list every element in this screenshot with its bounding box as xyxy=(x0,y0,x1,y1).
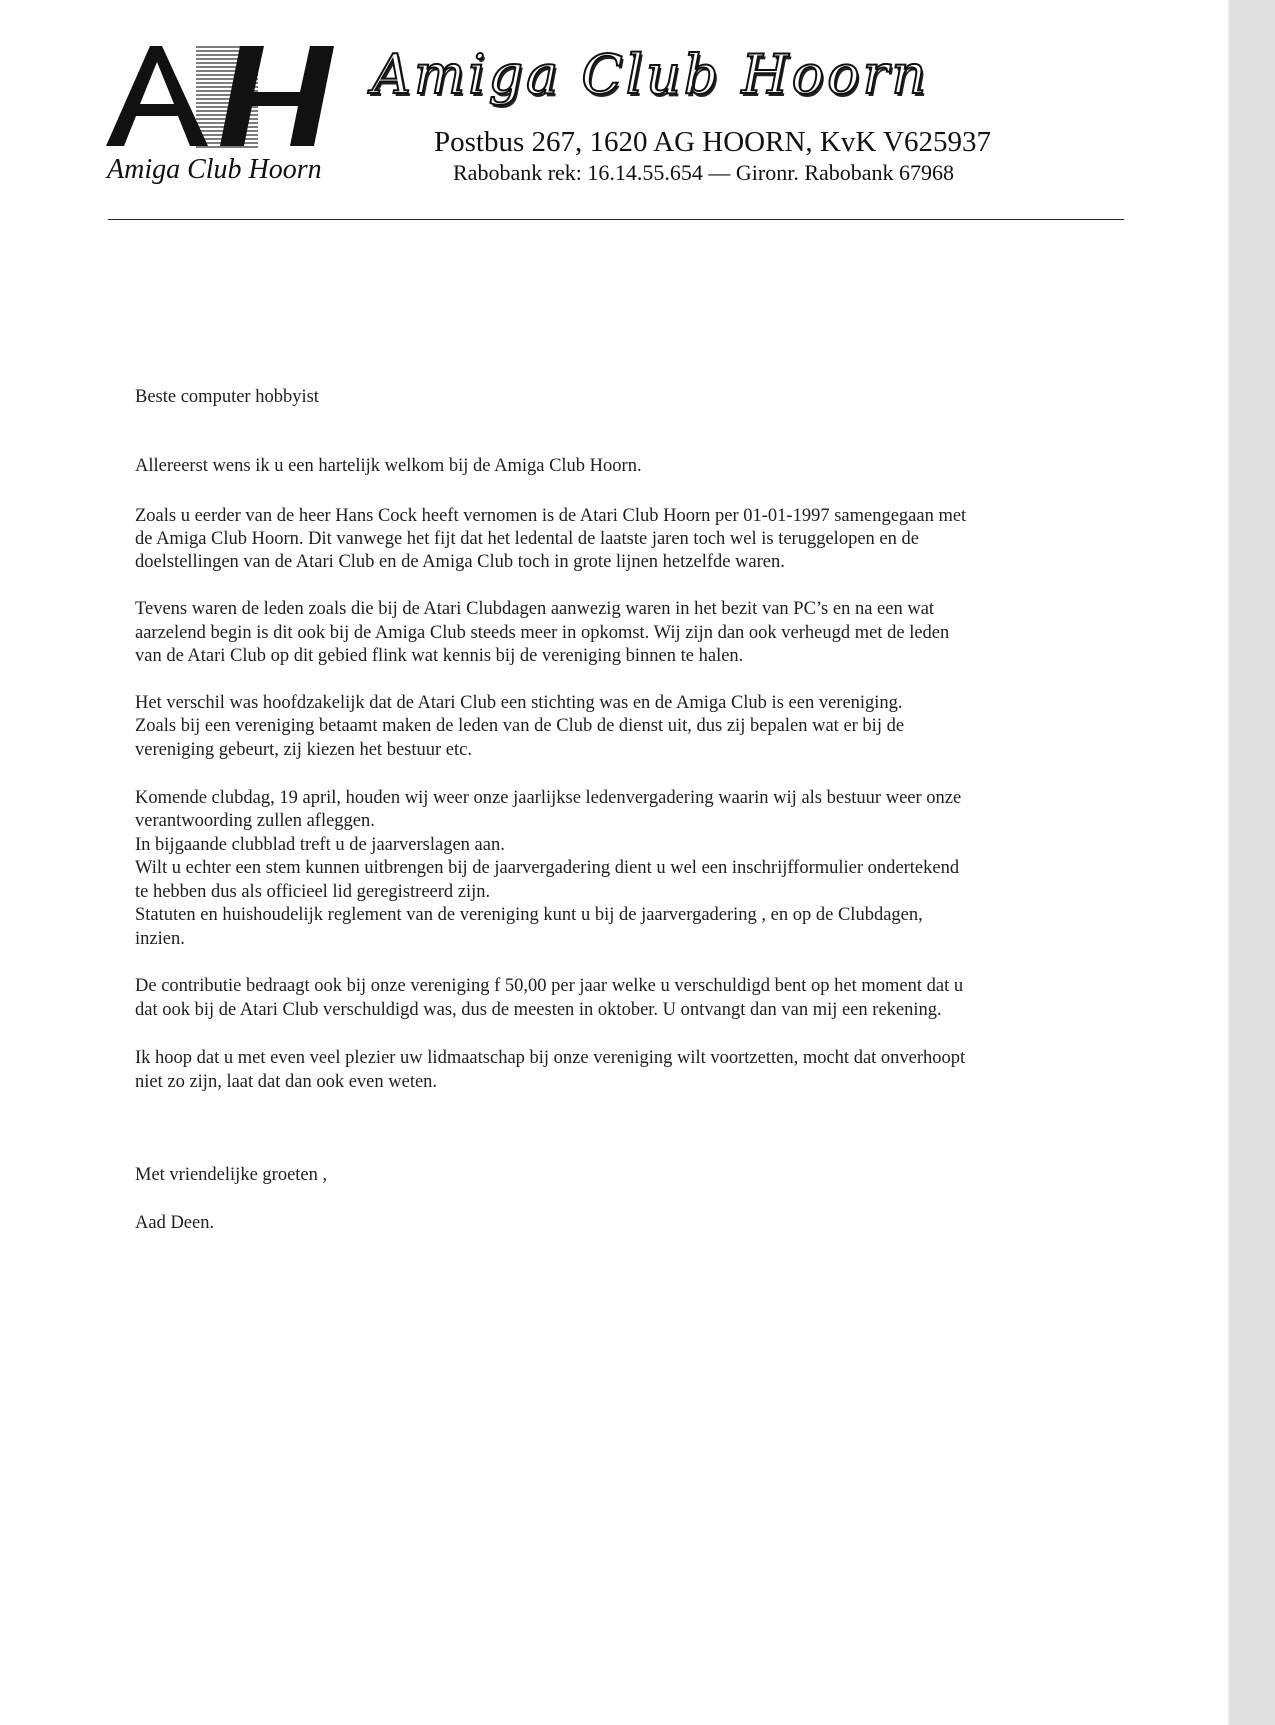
paragraph-2-line: de Amiga Club Hoorn. Dit vanwege het fijt dat het ledental de laatste jaren toch wel is teruggelopen en de xyxy=(135,529,919,549)
paragraph-2-line: doelstellingen van de Atari Club en de Amiga Club toch in grote lijnen hetzelfde waren. xyxy=(135,552,785,572)
paragraph-5-line: In bijgaande clubblad treft u de jaarverslagen aan. xyxy=(135,835,505,855)
paragraph-2-line: Zoals u eerder van de heer Hans Cock heeft vernomen is de Atari Club Hoorn per 01-01-1997 samengegaan met xyxy=(135,506,967,526)
club-script-title-text: Amiga Club Hoorn xyxy=(372,43,930,106)
paragraph-4-line: Het verschil was hoofdzakelijk dat de Atari Club een stichting was en de Amiga Club is een vereniging. xyxy=(135,693,903,713)
salutation: Beste computer hobbyist xyxy=(135,387,319,407)
paragraph-6-line: dat ook bij de Atari Club verschuldigd was, dus de meesten in oktober. U ontvangt dan van mij een rekening. xyxy=(135,1000,942,1020)
paragraph-4-line: Zoals bij een vereniging betaamt maken de leden van de Club de dienst uit, dus zij bepalen wat er bij de xyxy=(135,716,905,736)
club-script-title xyxy=(372,40,1132,110)
closing: Met vriendelijke groeten , xyxy=(135,1165,328,1185)
paragraph-1-line: Allereerst wens ik u een hartelijk welkom bij de Amiga Club Hoorn. xyxy=(135,456,642,476)
club-logo xyxy=(104,42,344,192)
scan-edge-line xyxy=(1228,0,1230,1725)
paragraph-5-line: Statuten en huishoudelijk reglement van de vereniging kunt u bij de jaarvergadering , en op de Clubdagen, xyxy=(135,905,923,925)
paragraph-7-line: Ik hoop dat u met even veel plezier uw lidmaatschap bij onze vereniging wilt voortzetten, mocht dat onverhoopt xyxy=(135,1048,966,1068)
scan-edge xyxy=(1229,0,1275,1725)
paragraph-5-line: Komende clubdag, 19 april, houden wij weer onze jaarlijkse ledenvergadering waarin wij als bestuur weer onze xyxy=(135,788,962,808)
paragraph-3-line: van de Atari Club op dit gebied flink wat kennis bij de vereniging binnen te halen. xyxy=(135,646,744,666)
header-divider xyxy=(108,219,1124,220)
paragraph-4-line: vereniging gebeurt, zij kiezen het bestuur etc. xyxy=(135,740,472,760)
paragraph-3-line: Tevens waren de leden zoals die bij de Atari Clubdagen aanwezig waren in het bezit van PC’s en na een wat xyxy=(135,599,935,619)
ach-monogram-icon xyxy=(104,42,344,154)
paragraph-3-line: aarzelend begin is dit ook bij de Amiga Club steeds meer in opkomst. Wij zijn dan ook verheugd met de leden xyxy=(135,623,950,643)
logo-caption: Amiga Club Hoorn xyxy=(107,154,322,185)
paragraph-7-line: niet zo zijn, laat dat dan ook even weten. xyxy=(135,1072,438,1092)
signature-name: Aad Deen. xyxy=(135,1213,215,1233)
paragraph-5-line: inzien. xyxy=(135,929,185,949)
paragraph-6-line: De contributie bedraagt ook bij onze vereniging f 50,00 per jaar welke u verschuldigd bent op het moment dat u xyxy=(135,976,964,996)
paragraph-5-line: te hebben dus als officieel lid geregistreerd zijn. xyxy=(135,882,491,902)
paragraph-5-line: Wilt u echter een stem kunnen uitbrengen bij de jaarvergadering dient u wel een inschrijfformulier ondertekend xyxy=(135,858,960,878)
address-line: Postbus 267, 1620 AG HOORN, KvK V625937 xyxy=(434,126,991,158)
paragraph-5-line: verantwoording zullen afleggen. xyxy=(135,811,375,831)
bank-details-line: Rabobank rek: 16.14.55.654 — Gironr. Rabobank 67968 xyxy=(453,160,955,185)
